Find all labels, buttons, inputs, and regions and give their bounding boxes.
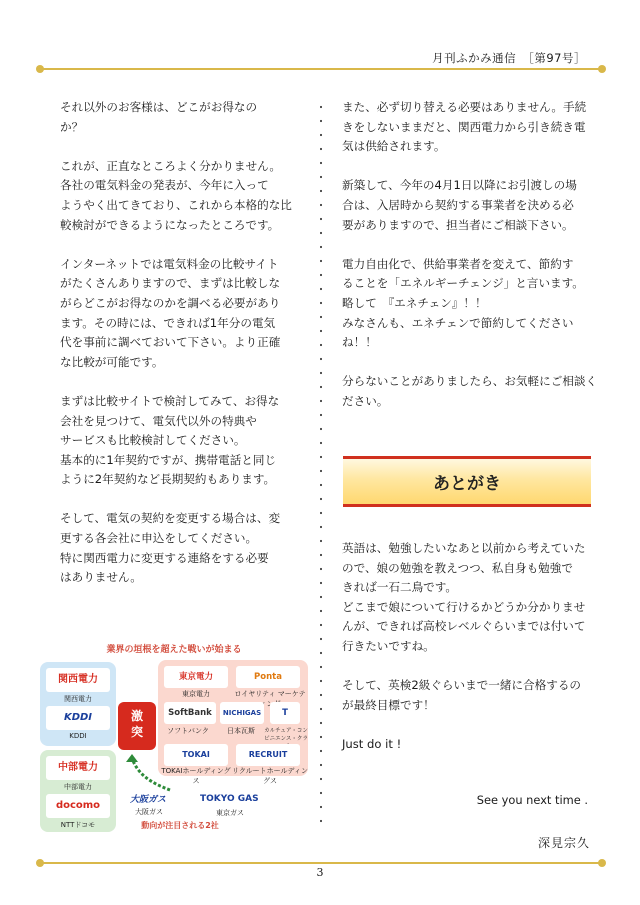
rule-dot-left <box>36 65 44 73</box>
company-logo-tokyogas: TOKYO GAS <box>200 794 259 804</box>
afterword-paragraph: そして、英検2級ぐらいまで一緒に合格するの が最終目標です！ <box>342 678 582 712</box>
company-caption: ソフトバンク <box>167 727 209 735</box>
company-caption: 東京ガス <box>216 809 244 817</box>
company-caption: TOKAIホールディングス <box>161 767 231 785</box>
company-logo-tepco: 東京電力 <box>164 666 228 688</box>
company-logo-osakagas: 大阪ガス <box>130 795 167 805</box>
company-caption: 関西電力 <box>64 695 92 703</box>
bottom-rule <box>40 862 602 864</box>
company-logo-nichigas: NICHIGAS <box>220 702 264 724</box>
left-paragraph: そして、電気の契約を変更する場合は、変 更する各会社に申込をしてください。 特に関西電力に変更する連絡をする必要 はありません。 <box>60 511 281 585</box>
top-rule <box>40 68 602 70</box>
left-paragraph: まずは比較サイトで検討してみて、お得な 会社を見つけて、電気代以外の特典や サービスも比較検討してください。 基本的に1年契約ですが、携帯電話と同じ ように2年契約など長期契約もあります。 <box>60 393 280 487</box>
company-caption: NTTドコモ <box>60 821 96 829</box>
left-group-bottom <box>40 750 116 832</box>
left-paragraph: それ以外のお客様は、どこがお得なの か？ <box>60 100 258 134</box>
company-logo-ponta: Ponta <box>236 666 300 688</box>
closing-line: See you next time . <box>476 793 588 807</box>
company-logo-tcard: T <box>270 702 300 724</box>
company-caption: カルチュア・コンビニエンス・クラ <box>264 728 308 742</box>
left-group-top <box>40 662 116 746</box>
right-paragraph: また、必ず切り替える必要はありません。手続 きをしないままだと、関西電力から引き続き電 気は供給されます。 <box>342 100 587 154</box>
clash-badge: 激 突 <box>118 702 156 750</box>
page-number: 3 <box>316 866 324 879</box>
company-caption: 中部電力 <box>64 783 92 791</box>
afterword-paragraph: 英語は、勉強したいなあと以前から考えていた ので、娘の勉強を教えつつ、私自身も勉強で きれば一石二鳥です。 どこまで娘について行けるかどうか分かりませ んが、できれば高校レベルぐらいまでは付いて 行きたいですね。 <box>342 541 586 653</box>
right-paragraph: 電力自由化で、供給事業者を変えて、節約す ることを「エネルギーチェンジ」と言います。 略して 『エネチェン』！！ みなさんも、エネチェンで節約してください ね！！ <box>342 256 584 350</box>
right-paragraph: 分らないことがありましたら、お気軽にご相談く ださい。 <box>342 374 598 408</box>
company-logo-kddi: KDDI <box>46 706 110 730</box>
author-signature: 深見宗久 <box>537 836 590 850</box>
left-paragraph: これが、正直なところよく分かりません。 各社の電気料金の発表が、今年に入って ようやく出てきており、これから本格的な比 較検討ができるようになったところです。 <box>60 158 292 232</box>
company-logo-recruit: RECRUIT <box>236 744 300 766</box>
company-caption: リクルートホールディングス <box>232 767 308 785</box>
rule-dot-right <box>598 65 606 73</box>
company-logo-softbank: SoftBank <box>164 702 216 724</box>
figure-footer: 動向が注目される2社 <box>141 821 219 830</box>
company-caption: ロイヤリティ マーケテ <box>234 690 306 698</box>
company-caption: KDDI <box>69 732 87 740</box>
company-caption: 日本瓦斯 <box>227 727 255 735</box>
industry-competition-figure <box>40 642 308 832</box>
right-paragraph: 新築して、今年の4月1日以降にお引渡しの場 合は、入居時から契約する事業者を決める必 要がありますので、担当者にご相談下さい。 <box>342 178 577 232</box>
company-caption: 大阪ガス <box>135 808 163 816</box>
company-logo-docomo: docomo <box>46 794 110 818</box>
newsletter-title: 月刊ふかみ通信 ［第97号］ <box>432 51 586 65</box>
left-column <box>60 98 300 607</box>
company-logo-kansai: 関西電力 <box>46 668 110 692</box>
afterword-body <box>342 539 604 774</box>
company-caption: 東京電力 <box>182 690 210 698</box>
column-divider <box>320 100 322 830</box>
company-logo-tokai: TOKAI <box>164 744 228 766</box>
right-group <box>158 660 308 785</box>
afterword-heading: あとがき <box>343 456 591 507</box>
company-logo-chubu: 中部電力 <box>46 756 110 780</box>
figure-title: 業界の垣根を超えた戦いが始まる <box>106 645 242 655</box>
arrow-icon <box>124 754 174 794</box>
left-paragraph: インターネットでは電気料金の比較サイト がたくさんありますので、まずは比較しな がらどこがお得なのかを調べる必要があり ます。その時には、できれば1年分の電気 代を事前に調べておいて下さい。より正確 な比較が可能です。 <box>60 256 281 369</box>
afterword-paragraph: Just do it ! <box>342 736 402 751</box>
